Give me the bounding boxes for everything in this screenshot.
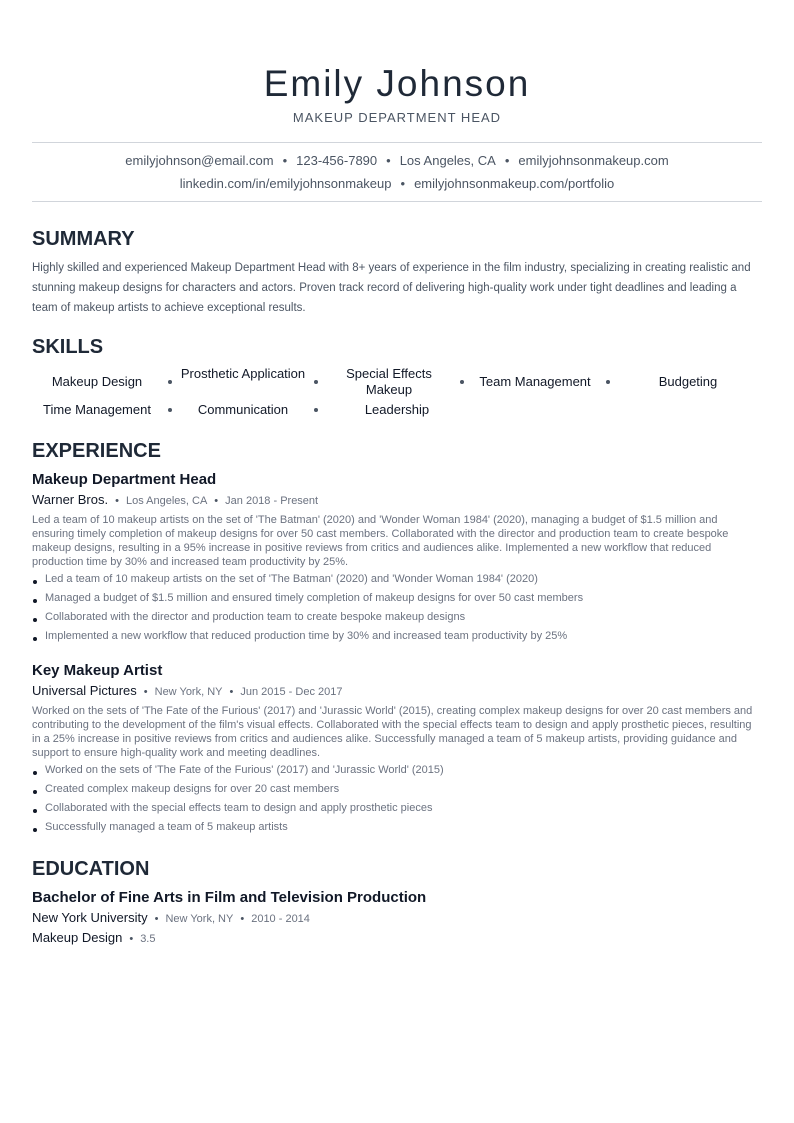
skill-item: Budgeting xyxy=(658,374,718,389)
meta-separator: • xyxy=(129,933,134,945)
job-dates: Jun 2015 - Dec 2017 xyxy=(240,686,343,698)
education-meta xyxy=(32,910,310,927)
candidate-title: MAKEUP DEPARTMENT HEAD xyxy=(292,110,502,125)
job-meta xyxy=(32,492,318,509)
skill-separator-dot xyxy=(314,380,318,384)
job-meta xyxy=(32,683,343,700)
skills-heading: SKILLS xyxy=(32,336,104,358)
skill-item: Team Management xyxy=(479,374,591,389)
skill-item: Communication xyxy=(197,402,289,417)
skill-separator-dot xyxy=(168,408,172,412)
job-title: Makeup Department Head xyxy=(32,471,217,488)
skill-separator-dot xyxy=(314,408,318,412)
job-bullet: Managed a budget of $1.5 million and ensured timely completion of makeup designs for over 50 cast members xyxy=(32,589,762,608)
job-title: Key Makeup Artist xyxy=(32,662,163,679)
skill-item: Leadership xyxy=(364,402,430,417)
job-location: New York, NY xyxy=(154,686,223,698)
school-name: New York University xyxy=(32,910,148,925)
skills-row-1 xyxy=(32,366,762,397)
skills-row-2 xyxy=(32,394,762,426)
header-divider-bottom xyxy=(32,201,762,202)
school-location: New York, NY xyxy=(165,913,234,925)
job-location: Los Angeles, CA xyxy=(125,495,208,507)
skill-separator-dot xyxy=(168,380,172,384)
contact-separator: • xyxy=(282,153,288,168)
skill-separator-dot xyxy=(606,380,610,384)
phone-number[interactable]: 123-456-7890 xyxy=(296,153,378,168)
degree-title: Bachelor of Fine Arts in Film and Television Production xyxy=(32,889,427,906)
summary-heading: SUMMARY xyxy=(32,228,135,250)
contact-line-1 xyxy=(32,153,762,169)
education-heading: EDUCATION xyxy=(32,858,150,880)
meta-separator: • xyxy=(214,495,219,507)
meta-separator: • xyxy=(229,686,234,698)
skill-item: Makeup Design xyxy=(51,374,143,389)
job-bullets xyxy=(32,570,762,646)
meta-separator: • xyxy=(143,686,148,698)
job-bullet: Implemented a new workflow that reduced production time by 30% and increased team productivity by 25% xyxy=(32,627,762,646)
job-bullets xyxy=(32,761,762,837)
job-bullet: Successfully managed a team of 5 makeup artists xyxy=(32,818,762,837)
linkedin-link[interactable]: linkedin.com/in/emilyjohnsonmakeup xyxy=(179,176,392,191)
education-dates: 2010 - 2014 xyxy=(251,913,310,925)
skills-grid xyxy=(32,366,762,426)
skill-item: Special Effects Makeup xyxy=(346,366,432,397)
candidate-name: Emily Johnson xyxy=(263,63,531,104)
job-bullet: Created complex makeup designs for over 20 cast members xyxy=(32,780,762,799)
job-bullet: Collaborated with the director and production team to create bespoke makeup designs xyxy=(32,608,762,627)
contact-separator: • xyxy=(504,153,510,168)
skill-item: Prosthetic Application xyxy=(180,366,306,381)
experience-heading: EXPERIENCE xyxy=(32,440,161,462)
contact-line-2 xyxy=(32,176,762,192)
job-dates: Jan 2018 - Present xyxy=(225,495,319,507)
website-link[interactable]: emilyjohnsonmakeup.com xyxy=(518,153,669,168)
summary-text: Highly skilled and experienced Makeup Department Head with 8+ years of experience in the film industry, specializing in creating realistic and stunning makeup designs for characters and actors. Proven track record of delivering high-quality work under tight deadlines and leading a team of makeup artists to achieve exceptional results. xyxy=(32,262,751,314)
contact-separator: • xyxy=(386,153,391,168)
job-description: Worked on the sets of 'The Fate of the Furious' (2017) and 'Jurassic World' (2015), creating complex makeup designs for over 20 cast members and contributing to the development of the film's visual effects. Collaborated with the special effects team to design and apply prosthetic pieces, resulting in a 25% increase in positive reviews from critics and audiences alike. Successfully managed a team of 5 makeup artists, providing guidance and support to ensure high-quality work and meeting deadlines. xyxy=(32,705,753,759)
portfolio-link[interactable]: emilyjohnsonmakeup.com/portfolio xyxy=(414,176,615,191)
major-name: Makeup Design xyxy=(32,930,123,945)
meta-separator: • xyxy=(240,913,245,925)
meta-separator: • xyxy=(154,913,159,925)
meta-separator: • xyxy=(115,495,119,507)
job-bullet: Led a team of 10 makeup artists on the set of 'The Batman' (2020) and 'Wonder Woman 1984' (2020) xyxy=(32,570,762,589)
contact-separator: • xyxy=(400,176,406,191)
job-bullet: Worked on the sets of 'The Fate of the Furious' (2017) and 'Jurassic World' (2015) xyxy=(32,761,762,780)
company-name: Warner Bros. xyxy=(32,492,109,507)
company-name: Universal Pictures xyxy=(32,683,137,698)
job-description: Led a team of 10 makeup artists on the set of 'The Batman' (2020) and 'Wonder Woman 1984' (2020), managing a budget of $1.5 million and ensuring timely completion of makeup designs for over 50 cast members. Collaborated with the director and production team to create bespoke makeup designs, resulting in a 95% increase in positive reviews from critics and audiences alike. Implemented a new workflow that reduced production time by 30% and increased team productivity by 25%. xyxy=(32,514,729,568)
skill-item: Time Management xyxy=(43,402,151,417)
education-major-meta xyxy=(32,930,155,947)
skill-separator-dot xyxy=(460,380,464,384)
header-divider-top xyxy=(32,142,762,143)
location-text: Los Angeles, CA xyxy=(399,153,496,168)
job-bullet: Collaborated with the special effects team to design and apply prosthetic pieces xyxy=(32,799,762,818)
email-link[interactable]: emilyjohnson@email.com xyxy=(125,153,274,168)
gpa-value: 3.5 xyxy=(140,933,156,945)
